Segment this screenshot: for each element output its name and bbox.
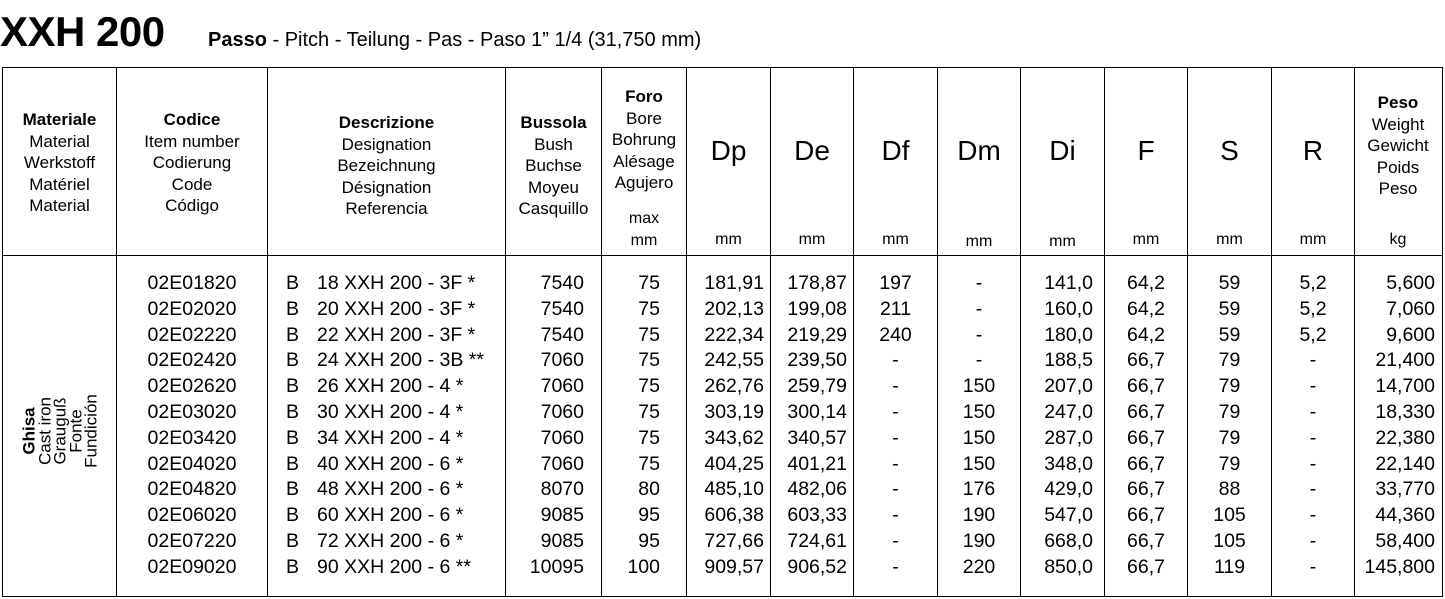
cell-dp: 485,10 bbox=[704, 478, 764, 501]
cell-r: - bbox=[1309, 529, 1317, 552]
cell-dp: 727,66 bbox=[704, 529, 764, 552]
cell-dm: - bbox=[975, 272, 983, 294]
cell-prefix: B bbox=[286, 297, 300, 320]
cell-de: 219,29 bbox=[787, 323, 847, 346]
cell-f: 66,7 bbox=[1127, 529, 1165, 552]
header-label: Peso bbox=[1377, 93, 1419, 112]
cell-code: 02E02420 bbox=[147, 349, 237, 372]
cell-dm: 150 bbox=[962, 400, 996, 423]
column-dm bbox=[938, 271, 1020, 581]
material-translation: Fonte bbox=[65, 409, 85, 453]
header-label: Materiale bbox=[22, 110, 97, 129]
cell-desc: 40 XXH 200 - 6 * bbox=[317, 452, 464, 475]
cell-s: 59 bbox=[1218, 297, 1241, 320]
cell-code: 02E04020 bbox=[147, 452, 237, 475]
header-label: Dp bbox=[710, 135, 747, 166]
column-bush bbox=[506, 271, 584, 581]
cell-weight: 5,600 bbox=[1386, 272, 1435, 294]
cell-bush: 8070 bbox=[540, 478, 584, 501]
cell-dm: 150 bbox=[962, 426, 996, 449]
cell-s: 59 bbox=[1218, 323, 1241, 346]
cell-code: 02E02220 bbox=[147, 323, 237, 346]
header-unit: mm bbox=[1049, 233, 1076, 250]
header-unit: mm bbox=[965, 233, 993, 250]
material-cell bbox=[3, 256, 117, 596]
cell-prefix: B bbox=[286, 426, 300, 449]
header-label: S bbox=[1220, 135, 1239, 166]
cell-dm: 190 bbox=[962, 504, 996, 527]
header-r bbox=[1272, 68, 1354, 255]
cell-f: 66,7 bbox=[1127, 400, 1165, 423]
cell-de: 724,61 bbox=[787, 529, 847, 552]
cell-r: - bbox=[1309, 400, 1317, 423]
cell-df: - bbox=[892, 555, 899, 578]
header-label: Casquillo bbox=[518, 199, 589, 218]
cell-f: 66,7 bbox=[1127, 375, 1165, 398]
cell-r: - bbox=[1309, 349, 1317, 372]
cell-f: 66,7 bbox=[1127, 452, 1165, 475]
header-unit: mm bbox=[1216, 231, 1243, 248]
header-label: max bbox=[628, 210, 660, 227]
cell-r: - bbox=[1309, 478, 1317, 501]
cell-dm: 150 bbox=[962, 375, 996, 398]
cell-prefix: B bbox=[286, 349, 300, 372]
header-divider bbox=[3, 255, 1442, 256]
cell-df: - bbox=[892, 478, 899, 501]
cell-s: 79 bbox=[1218, 349, 1241, 372]
column-f bbox=[1105, 271, 1187, 581]
cell-weight: 44,360 bbox=[1375, 504, 1435, 527]
header-label: Alésage bbox=[613, 151, 675, 171]
cell-f: 66,7 bbox=[1127, 349, 1165, 372]
cell-bush: 7540 bbox=[540, 323, 584, 346]
cell-de: 199,08 bbox=[787, 297, 847, 320]
cell-bore: 100 bbox=[627, 555, 660, 578]
cell-dm: - bbox=[975, 349, 983, 372]
cell-desc: 34 XXH 200 - 4 * bbox=[317, 426, 464, 449]
column-bore bbox=[602, 271, 660, 581]
header-foro bbox=[602, 68, 686, 255]
cell-code: 02E09020 bbox=[147, 555, 237, 578]
header-label: F bbox=[1137, 135, 1155, 166]
cell-weight: 22,140 bbox=[1375, 452, 1435, 475]
cell-weight: 33,770 bbox=[1375, 478, 1435, 501]
header-label: De bbox=[794, 135, 830, 166]
cell-dm: - bbox=[975, 297, 983, 320]
cell-weight: 14,700 bbox=[1375, 375, 1435, 398]
cell-r: - bbox=[1309, 555, 1317, 578]
header-label: Désignation bbox=[341, 177, 432, 197]
column-di bbox=[1021, 271, 1093, 581]
cell-s: 105 bbox=[1213, 504, 1246, 527]
header-label: Di bbox=[1049, 135, 1076, 166]
cell-de: 300,14 bbox=[787, 400, 847, 423]
cell-code: 02E02620 bbox=[147, 375, 237, 398]
cell-bush: 7060 bbox=[540, 426, 584, 449]
cell-prefix: B bbox=[286, 323, 300, 346]
header-label: Peso bbox=[1378, 179, 1418, 198]
header-label: Designation bbox=[341, 134, 432, 154]
cell-s: 119 bbox=[1213, 555, 1246, 578]
cell-bush: 7060 bbox=[540, 349, 584, 372]
cell-bore: 75 bbox=[638, 349, 660, 372]
header-label: Agujero bbox=[614, 173, 674, 192]
cell-di: 180,0 bbox=[1044, 323, 1093, 346]
header-label: Referencia bbox=[345, 199, 428, 218]
cell-di: 247,0 bbox=[1044, 400, 1093, 423]
cell-df: 240 bbox=[879, 323, 912, 346]
cell-bore: 95 bbox=[638, 529, 660, 552]
header-label: Buchse bbox=[525, 156, 582, 175]
cell-code: 02E06020 bbox=[147, 504, 237, 527]
header-label: Poids bbox=[1376, 157, 1420, 177]
header-label: Item number bbox=[144, 131, 240, 151]
cell-s: 79 bbox=[1218, 452, 1241, 475]
cell-desc: 22 XXH 200 - 3F * bbox=[317, 323, 476, 346]
header-label: Weight bbox=[1371, 114, 1425, 134]
cell-di: 287,0 bbox=[1044, 426, 1093, 449]
cell-dm: - bbox=[975, 323, 983, 346]
cell-dp: 303,19 bbox=[704, 400, 764, 423]
cell-dp: 242,55 bbox=[704, 349, 764, 372]
sprocket-table bbox=[2, 67, 1443, 597]
cell-dp: 909,57 bbox=[704, 555, 764, 578]
cell-desc: 72 XXH 200 - 6 * bbox=[317, 529, 464, 552]
header-unit: mm bbox=[1132, 231, 1160, 248]
cell-desc: 48 XXH 200 - 6 * bbox=[317, 478, 464, 501]
cell-r: - bbox=[1309, 426, 1317, 449]
header-unit: mm bbox=[882, 231, 909, 248]
column-de bbox=[771, 271, 847, 581]
cell-r: - bbox=[1309, 375, 1317, 398]
header-label: Gewicht bbox=[1367, 136, 1429, 155]
cell-prefix: B bbox=[286, 452, 300, 475]
cell-dp: 262,76 bbox=[704, 375, 764, 398]
cell-bore: 75 bbox=[638, 272, 660, 294]
cell-di: 547,0 bbox=[1044, 504, 1093, 527]
header-dp bbox=[687, 68, 770, 255]
column-s bbox=[1188, 271, 1271, 581]
material-name: Ghisa bbox=[19, 407, 39, 455]
cell-r: - bbox=[1309, 504, 1317, 527]
header-df bbox=[854, 68, 937, 255]
column-r bbox=[1272, 271, 1354, 581]
cell-bore: 75 bbox=[638, 400, 660, 423]
cell-di: 141,0 bbox=[1044, 272, 1093, 294]
header-materiale bbox=[3, 68, 116, 255]
header-label: Code bbox=[171, 174, 213, 194]
cell-weight: 18,330 bbox=[1375, 400, 1435, 423]
header-f bbox=[1105, 68, 1187, 255]
cell-di: 207,0 bbox=[1044, 375, 1093, 398]
cell-weight: 21,400 bbox=[1375, 349, 1435, 372]
cell-bore: 80 bbox=[638, 478, 660, 501]
header-label: Bush bbox=[534, 134, 573, 154]
cell-df: - bbox=[892, 400, 899, 423]
header-bussola bbox=[506, 68, 601, 255]
cell-s: 88 bbox=[1218, 478, 1241, 501]
cell-df: 211 bbox=[879, 297, 912, 320]
cell-prefix: B bbox=[286, 555, 300, 578]
cell-dp: 404,25 bbox=[704, 452, 764, 475]
title-row bbox=[0, 6, 1445, 64]
cell-bush: 9085 bbox=[540, 529, 584, 552]
cell-f: 66,7 bbox=[1127, 426, 1165, 449]
cell-weight: 9,600 bbox=[1386, 323, 1435, 346]
pitch-label: Passo bbox=[208, 29, 267, 51]
cell-di: 429,0 bbox=[1044, 478, 1093, 501]
cell-weight: 145,800 bbox=[1364, 555, 1435, 578]
cell-de: 482,06 bbox=[787, 478, 847, 501]
cell-desc: 24 XXH 200 - 3B ** bbox=[317, 349, 484, 372]
cell-bush: 10095 bbox=[529, 555, 584, 578]
column-prefix bbox=[286, 271, 316, 581]
cell-s: 79 bbox=[1218, 426, 1241, 449]
cell-di: 160,0 bbox=[1044, 297, 1093, 320]
cell-code: 02E03020 bbox=[147, 400, 237, 423]
header-label: Df bbox=[881, 135, 910, 166]
header-label: Dm bbox=[957, 135, 1001, 166]
column-dp bbox=[687, 271, 764, 581]
column-df bbox=[854, 271, 937, 581]
cell-s: 79 bbox=[1218, 375, 1241, 398]
cell-code: 02E07220 bbox=[147, 529, 237, 552]
cell-di: 188,5 bbox=[1044, 349, 1093, 372]
cell-de: 239,50 bbox=[787, 349, 847, 372]
cell-df: - bbox=[892, 375, 899, 398]
header-label: Foro bbox=[625, 87, 663, 106]
material-translation: Grauguß bbox=[50, 397, 70, 465]
cell-bore: 75 bbox=[638, 323, 660, 346]
column-weight bbox=[1355, 271, 1435, 581]
cell-s: 105 bbox=[1213, 529, 1246, 552]
header-dm bbox=[938, 68, 1020, 255]
page-title: XXH 200 bbox=[0, 8, 165, 55]
header-unit: mm bbox=[715, 231, 742, 248]
cell-bore: 95 bbox=[638, 504, 660, 527]
header-de bbox=[771, 68, 853, 255]
header-unit: kg bbox=[1389, 231, 1407, 248]
cell-de: 340,57 bbox=[787, 426, 847, 449]
cell-r: 5,2 bbox=[1299, 272, 1327, 294]
cell-code: 02E01820 bbox=[147, 272, 237, 294]
cell-prefix: B bbox=[286, 272, 300, 294]
cell-desc: 18 XXH 200 - 3F * bbox=[317, 272, 476, 294]
cell-bore: 75 bbox=[638, 375, 660, 398]
cell-de: 178,87 bbox=[787, 272, 847, 294]
cell-f: 66,7 bbox=[1127, 555, 1165, 578]
cell-dp: 343,62 bbox=[704, 426, 764, 449]
cell-desc: 90 XXH 200 - 6 ** bbox=[317, 555, 471, 578]
cell-df: - bbox=[892, 504, 899, 527]
cell-bush: 7060 bbox=[540, 400, 584, 423]
header-unit: mm bbox=[1299, 231, 1327, 248]
cell-f: 64,2 bbox=[1127, 323, 1165, 346]
header-label: Werkstoff bbox=[23, 153, 96, 172]
cell-df: - bbox=[892, 426, 899, 449]
header-unit: mm bbox=[798, 231, 826, 248]
cell-bush: 9085 bbox=[540, 504, 584, 527]
cell-df: - bbox=[892, 349, 899, 372]
cell-de: 906,52 bbox=[787, 555, 847, 578]
cell-weight: 58,400 bbox=[1375, 529, 1435, 552]
pitch-value: - Pitch - Teilung - Pas - Paso 1” 1/4 (31,750 mm) bbox=[266, 29, 702, 51]
header-label: Material bbox=[29, 196, 90, 215]
cell-weight: 22,380 bbox=[1375, 426, 1435, 449]
header-label: Código bbox=[165, 196, 219, 215]
cell-di: 850,0 bbox=[1044, 555, 1093, 578]
cell-df: - bbox=[892, 529, 899, 552]
cell-desc: 30 XXH 200 - 4 * bbox=[317, 400, 464, 423]
cell-bore: 75 bbox=[638, 297, 660, 320]
header-di bbox=[1021, 68, 1104, 255]
cell-weight: 7,060 bbox=[1386, 297, 1435, 320]
header-label: Codierung bbox=[152, 153, 232, 172]
cell-dm: 150 bbox=[962, 452, 996, 475]
cell-bush: 7060 bbox=[540, 452, 584, 475]
cell-dm: 220 bbox=[962, 555, 996, 578]
cell-bore: 75 bbox=[638, 452, 660, 475]
cell-s: 59 bbox=[1218, 272, 1241, 294]
material-translation: Fundición bbox=[81, 394, 101, 468]
column-description bbox=[317, 271, 505, 581]
cell-prefix: B bbox=[286, 529, 300, 552]
header-label: Material bbox=[29, 131, 90, 151]
cell-desc: 26 XXH 200 - 4 * bbox=[317, 375, 464, 398]
cell-bore: 75 bbox=[638, 426, 660, 449]
cell-dp: 606,38 bbox=[704, 504, 764, 527]
cell-f: 64,2 bbox=[1127, 297, 1165, 320]
cell-bush: 7540 bbox=[540, 272, 584, 294]
cell-desc: 20 XXH 200 - 3F * bbox=[317, 297, 476, 320]
cell-df: - bbox=[892, 452, 899, 475]
cell-prefix: B bbox=[286, 375, 300, 398]
cell-code: 02E02020 bbox=[147, 297, 237, 320]
pitch-subtitle bbox=[208, 26, 701, 54]
header-label: Bore bbox=[626, 108, 662, 128]
cell-code: 02E03420 bbox=[147, 426, 237, 449]
cell-prefix: B bbox=[286, 400, 300, 423]
cell-di: 668,0 bbox=[1044, 529, 1093, 552]
cell-f: 66,7 bbox=[1127, 504, 1165, 527]
cell-dp: 222,34 bbox=[704, 323, 764, 346]
header-label: Moyeu bbox=[527, 177, 580, 197]
cell-df: 197 bbox=[879, 272, 912, 294]
header-label: R bbox=[1302, 135, 1324, 166]
header-label: Bohrung bbox=[611, 130, 677, 149]
cell-bush: 7060 bbox=[540, 375, 584, 398]
cell-s: 79 bbox=[1218, 400, 1241, 423]
cell-r: 5,2 bbox=[1299, 323, 1327, 346]
header-codice bbox=[117, 68, 267, 255]
cell-di: 348,0 bbox=[1044, 452, 1093, 475]
column-code bbox=[117, 271, 267, 581]
header-label: Codice bbox=[163, 110, 221, 129]
cell-dp: 202,13 bbox=[704, 297, 764, 320]
header-label: Descrizione bbox=[338, 113, 435, 132]
cell-code: 02E04820 bbox=[147, 478, 237, 501]
cell-f: 66,7 bbox=[1127, 478, 1165, 501]
header-label: Bezeichnung bbox=[337, 156, 436, 175]
header-descrizione bbox=[268, 68, 505, 255]
cell-de: 603,33 bbox=[787, 504, 847, 527]
cell-bush: 7540 bbox=[540, 297, 584, 320]
header-s bbox=[1188, 68, 1271, 255]
header-label: Bussola bbox=[520, 113, 587, 132]
cell-dm: 190 bbox=[962, 529, 996, 552]
header-unit: mm bbox=[630, 231, 658, 249]
cell-dp: 181,91 bbox=[704, 272, 764, 294]
material-label bbox=[21, 394, 99, 468]
cell-prefix: B bbox=[286, 504, 300, 527]
cell-r: 5,2 bbox=[1299, 297, 1327, 320]
cell-desc: 60 XXH 200 - 6 * bbox=[317, 504, 464, 527]
cell-r: - bbox=[1309, 452, 1317, 475]
material-translation: Cast iron bbox=[34, 396, 54, 466]
cell-f: 64,2 bbox=[1127, 272, 1165, 294]
cell-de: 401,21 bbox=[787, 452, 847, 475]
cell-dm: 176 bbox=[962, 478, 996, 501]
header-peso bbox=[1355, 68, 1441, 255]
cell-prefix: B bbox=[286, 478, 300, 501]
header-label: Matériel bbox=[29, 174, 90, 194]
cell-de: 259,79 bbox=[787, 375, 847, 398]
